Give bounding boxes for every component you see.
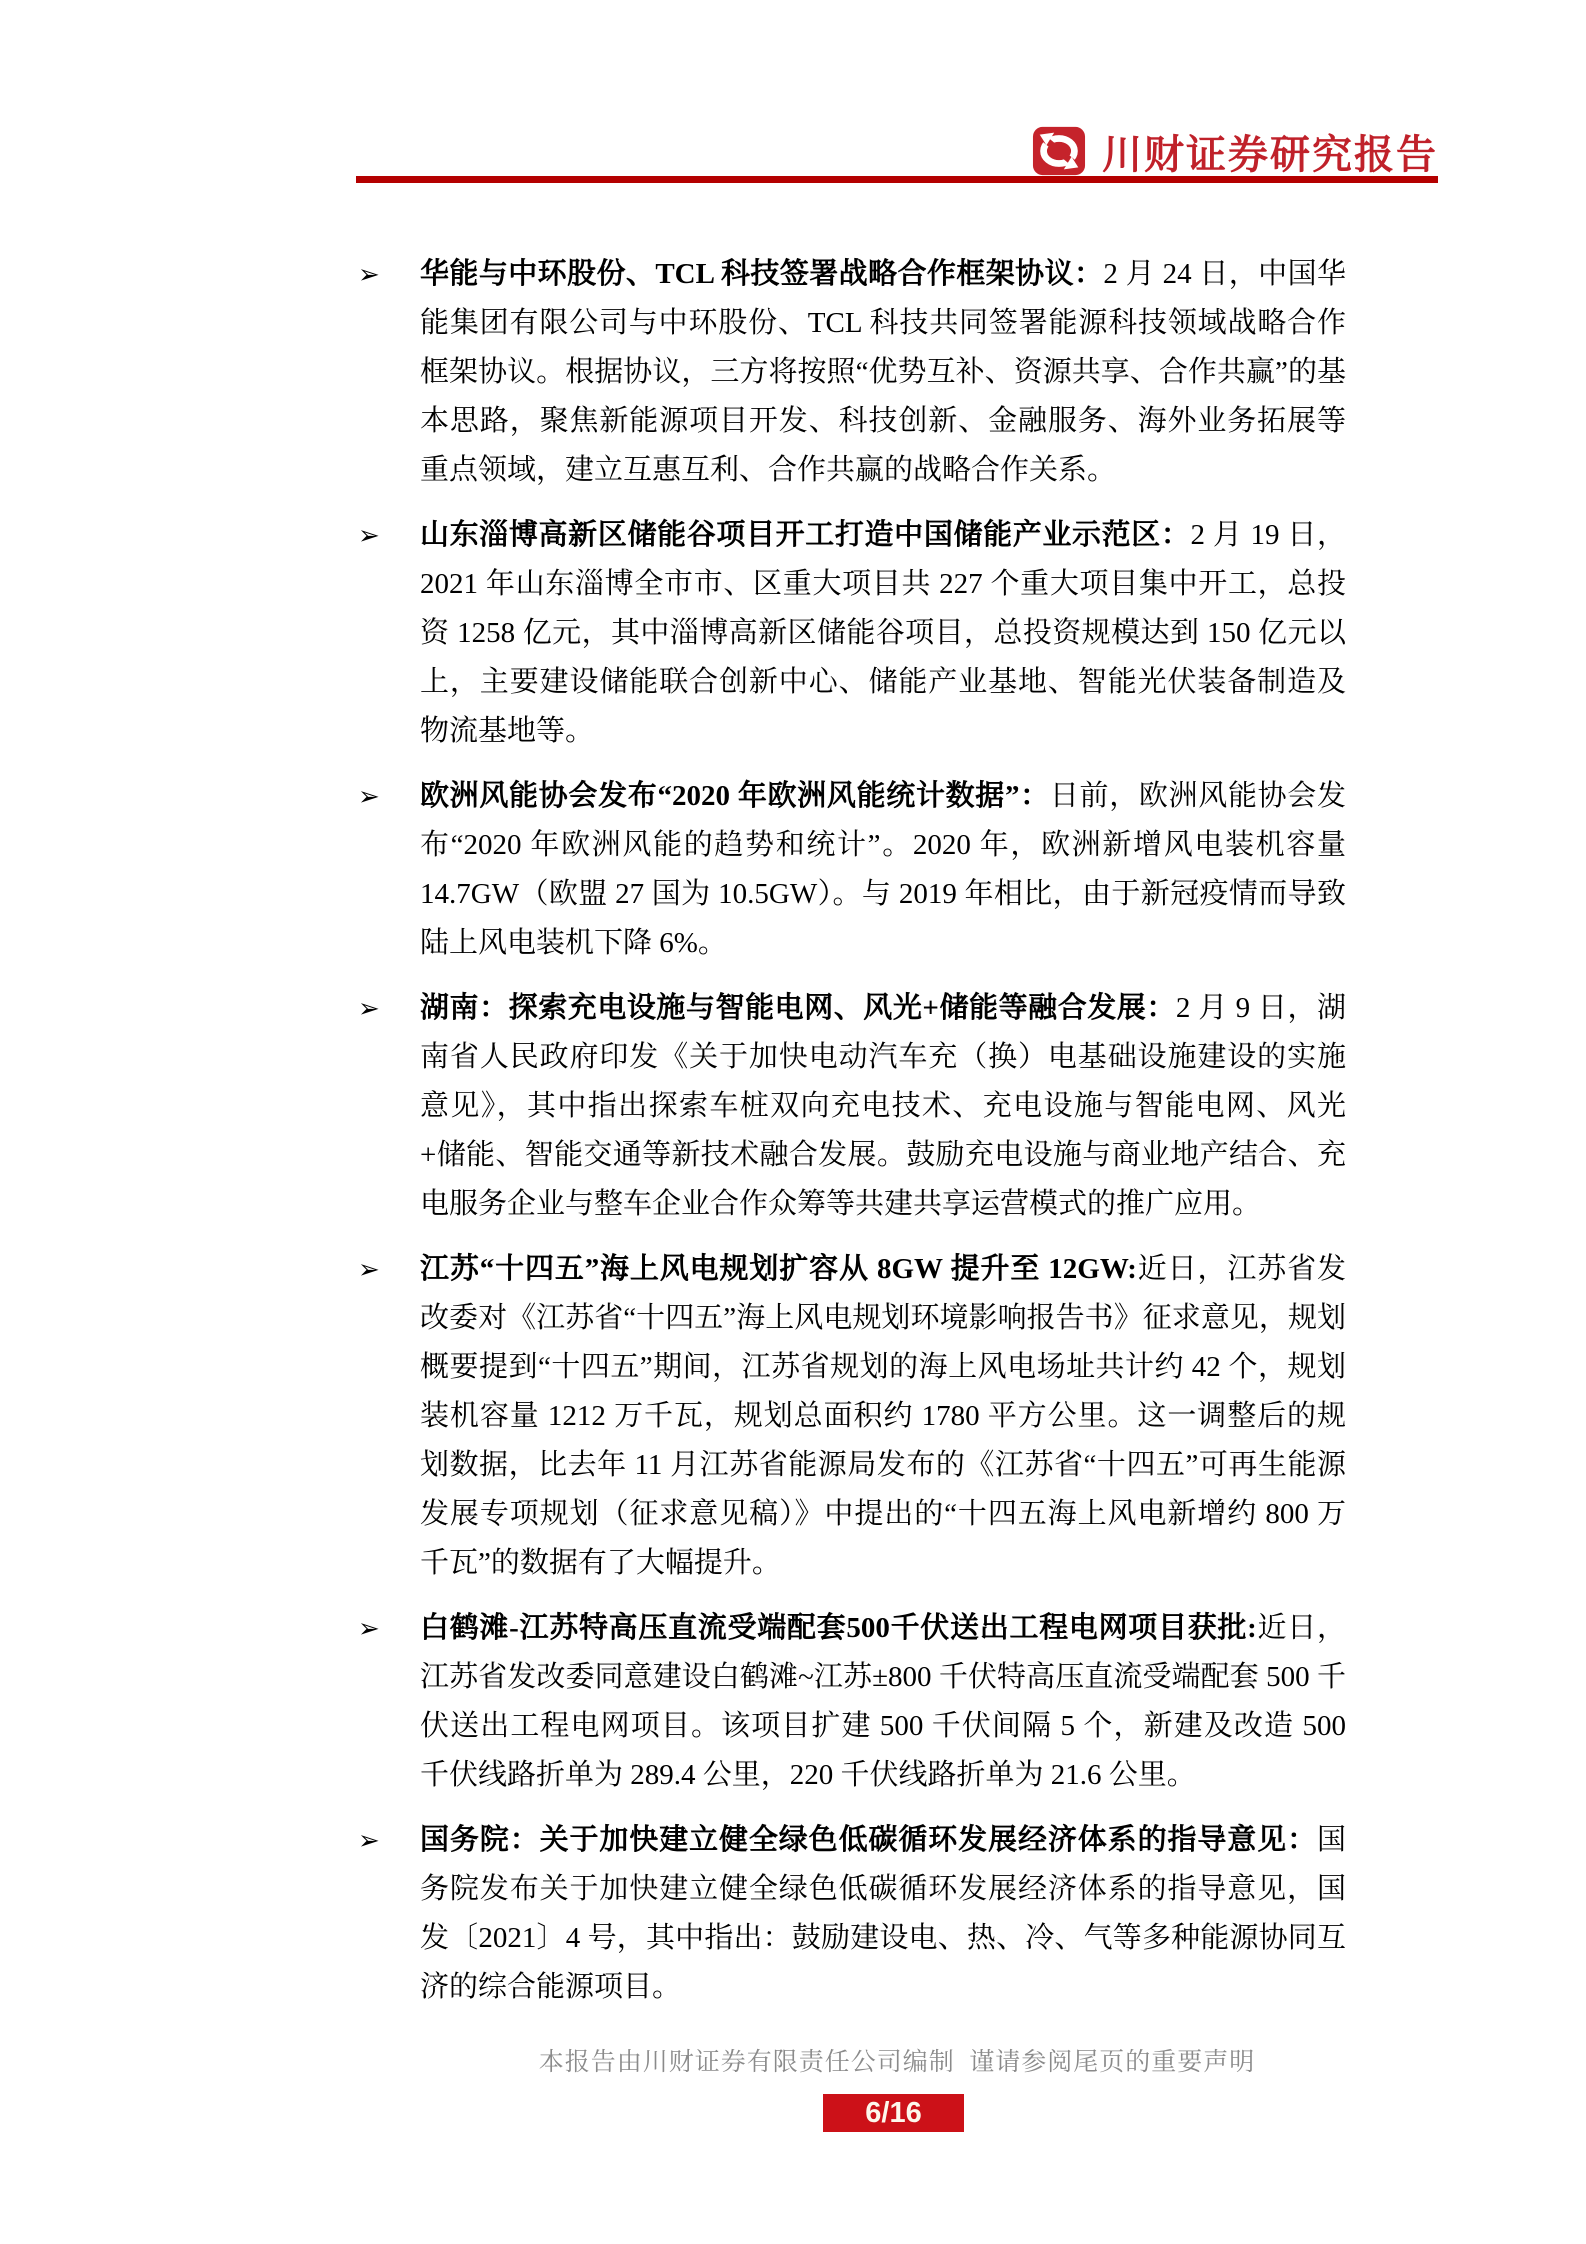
- news-item: [356, 250, 1438, 495]
- news-item-body: 2 月 24 日，中国华能集团有限公司与中环股份、TCL 科技共同签署能源科技领域战略合作框架协议。根据协议，三方将按照“优势互补、资源共享、合作共赢”的基本思路，聚焦新能源项目开发、科技创新、金融服务、海外业务拓展等重点领域，建立互惠互利、合作共赢的战略合作关系。: [420, 258, 1346, 486]
- news-item: [356, 984, 1438, 1229]
- news-item: [356, 511, 1438, 756]
- news-item-body: 近日，江苏省发改委同意建设白鹤滩~江苏±800 千伏特高压直流受端配套 500 千伏送出工程电网项目。该项目扩建 500 千伏间隔 5 个，新建及改造 500 千伏线路折单为 289.4 公里，220 千伏线路折单为 21.6 公里。: [420, 1612, 1346, 1791]
- news-item-title: 欧洲风能协会发布“2020 年欧洲风能统计数据”：: [420, 780, 1050, 812]
- news-item-title: 山东淄博高新区储能谷项目开工打造中国储能产业示范区：: [420, 519, 1191, 551]
- news-item-title: 江苏“十四五”海上风电规划扩容从 8GW 提升至 12GW:: [420, 1253, 1137, 1285]
- header-rule: [356, 176, 1438, 183]
- news-item-title: 白鹤滩-江苏特高压直流受端配套500千伏送出工程电网项目获批:: [420, 1612, 1257, 1644]
- news-item-title: 华能与中环股份、TCL 科技签署战略合作框架协议：: [420, 258, 1104, 290]
- news-item: [356, 1245, 1438, 1588]
- bullet-arrow-icon: ➢: [358, 1255, 380, 1285]
- news-item-body: 近日，江苏省发改委对《江苏省“十四五”海上风电规划环境影响报告书》征求意见，规划概要提到“十四五”期间，江苏省规划的海上风电场址共计约 42 个，规划装机容量 1212 万千瓦，规划总面积约 1780 平方公里。这一调整后的规划数据，比去年 11 月江苏省能源局发布的《江苏省“十四五”可再生能源发展专项规划（征求意见稿）》中提出的“十四五海上风电新增约 800 万千瓦”的数据有了大幅提升。: [420, 1253, 1346, 1579]
- news-item-title: 国务院：关于加快建立健全绿色低碳循环发展经济体系的指导意见：: [420, 1824, 1317, 1856]
- news-item: [356, 772, 1438, 968]
- bullet-arrow-icon: ➢: [358, 521, 380, 551]
- news-item: [356, 1604, 1438, 1800]
- news-item-body: 国务院发布关于加快建立健全绿色低碳循环发展经济体系的指导意见，国发〔2021〕4 号，其中指出：鼓励建设电、热、冷、气等多种能源协同互济的综合能源项目。: [420, 1824, 1346, 2003]
- news-item: [356, 1816, 1438, 2012]
- brand-title: 川财证券研究报告: [1102, 131, 1438, 177]
- bullet-arrow-icon: ➢: [358, 994, 380, 1024]
- bullet-arrow-icon: ➢: [358, 782, 380, 812]
- page-number-badge: 6/16: [823, 2094, 964, 2132]
- footer-disclaimer: 本报告由川财证券有限责任公司编制 谨请参阅尾页的重要声明: [538, 2049, 1256, 2076]
- news-item-body: 2 月 19 日，2021 年山东淄博全市市、区重大项目共 227 个重大项目集中开工，总投资 1258 亿元，其中淄博高新区储能谷项目，总投资规模达到 150 亿元以上，主要建设储能联合创新中心、储能产业基地、智能光伏装备制造及物流基地等。: [420, 519, 1346, 747]
- cczq-brand-logo-icon: [1030, 124, 1088, 178]
- bullet-arrow-icon: ➢: [358, 1826, 380, 1856]
- news-item-body: 日前，欧洲风能协会发布“2020 年欧洲风能的趋势和统计”。2020 年，欧洲新增风电装机容量 14.7GW（欧盟 27 国为 10.5GW）。与 2019 年相比，由于新冠疫情而导致陆上风电装机下降 6%。: [420, 780, 1346, 959]
- news-list: [356, 250, 1438, 2028]
- news-item-body: 2 月 9 日，湖南省人民政府印发《关于加快电动汽车充（换）电基础设施建设的实施意见》，其中指出探索车桩双向充电技术、充电设施与智能电网、风光+储能、智能交通等新技术融合发展。鼓励充电设施与商业地产结合、充电服务企业与整车企业合作众筹等共建共享运营模式的推广应用。: [420, 992, 1346, 1220]
- bullet-arrow-icon: ➢: [358, 1614, 380, 1644]
- news-item-title: 湖南：探索充电设施与智能电网、风光+储能等融合发展：: [420, 992, 1176, 1024]
- report-header: [356, 126, 1438, 176]
- bullet-arrow-icon: ➢: [358, 260, 380, 290]
